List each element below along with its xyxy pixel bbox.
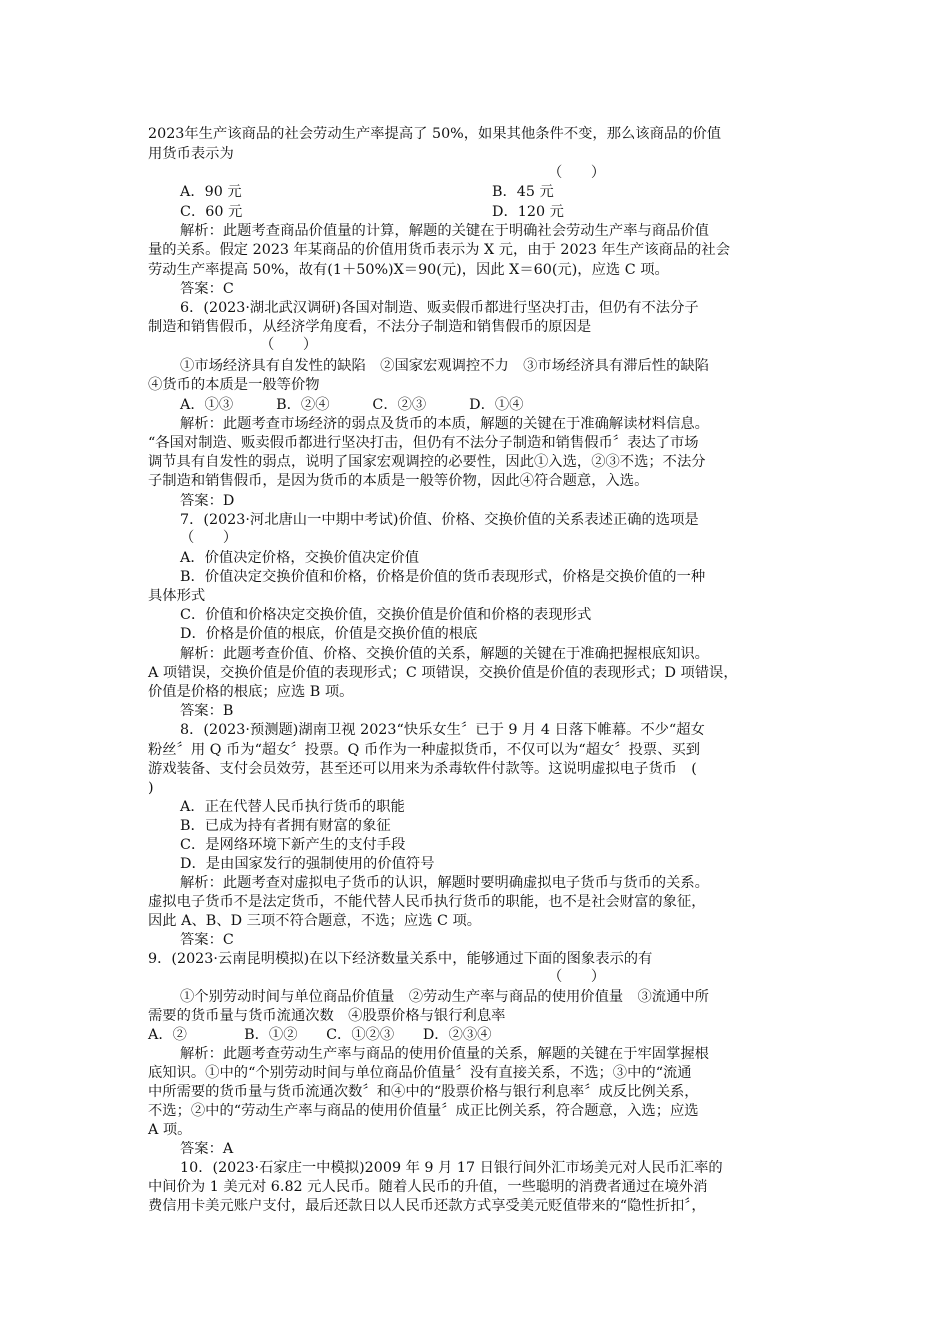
option-line: D．是由国家发行的强制使用的价值符号 [180,856,435,872]
option-line: B．价值决定交换价值和价格，价格是价值的货币表现形式，价格是交换价值的一种 [180,569,706,585]
analysis-line: 解析：此题考查商品价值量的计算，解题的关键在于明确社会劳动生产率与商品价值 [180,223,709,239]
answer-line: 答案：C [180,281,234,297]
analysis-line: 调节具有自发性的弱点，说明了国家宏观调控的必要性，因此①入选，②③不选；不法分 [148,454,706,470]
analysis-line: 中所需要的货币量与货币流通次数〞和④中的“股票价格与银行利息率〞成反比例关系， [148,1084,699,1100]
analysis-line: 量的关系。假定 2023 年某商品的价值用货币表示为 X 元，由于 2023 年生产该商品的社会 [148,242,731,258]
text-line: 用货币表示为 [148,146,234,162]
answer-blank: （ ） [260,337,318,353]
option-line: A．正在代替人民币执行货币的职能 [180,799,405,815]
question-6: 6．(2023·湖北武汉调研)各国对制造、贩卖假币都进行坚决打击，但仍有不法分子 [180,300,699,316]
text-line: 制造和销售假币，从经济学角度看，不法分子制造和销售假币的原因是 [148,319,592,335]
text-line: ①市场经济具有自发性的缺陷 ②国家宏观调控不力 ③市场经济具有滞后性的缺陷 [180,358,709,374]
answer-line: 答案：C [180,932,234,948]
analysis-line: 子制造和销售假币，是因为货币的本质是一般等价物，因此④符合题意，入选。 [148,473,649,489]
analysis-line: 虚拟电子货币不是法定货币，不能代替人民币执行货币的职能，也不是社会财富的象征， [148,894,706,910]
text-line: 游戏装备、支付会员效劳，甚至还可以用来为杀毒软件付款等。这说明虚拟电子货币 ( [148,761,697,777]
option-line: C．是网络环境下新产生的支付手段 [180,837,406,853]
answer-line: 答案：D [180,493,235,509]
text-line: 需要的货币量与货币流通次数 ④股票价格与银行利息率 [148,1008,506,1024]
answer-line: 答案：B [180,703,234,719]
analysis-line: 解析：此题考查市场经济的弱点及货币的本质，解题的关键在于准确解读材料信息。 [180,416,709,432]
text-line: 费信用卡美元账户支付，最后还款日以人民币还款方式享受美元贬值带来的“隐性折扣〞， [148,1198,706,1214]
text-line: ) [148,780,154,796]
question-7: 7．(2023·河北唐山一中期中考试)价值、价格、交换价值的关系表述正确的选项是 [180,512,699,528]
text-line: ④货币的本质是一般等价物 [148,377,320,393]
text-line: ①个别劳动时间与单位商品价值量 ②劳动生产率与商品的使用价值量 ③流通中所 [180,989,709,1005]
analysis-line: 不选；②中的“劳动生产率与商品的使用价值量〞成正比例关系，符合题意，入选；应选 [148,1103,699,1119]
analysis-line: 劳动生产率提高 50%，故有(1＋50%)X＝90(元)，因此 X＝60(元)，应选 C 项。 [148,262,669,278]
option-d: D．120 元 [492,204,564,220]
option-line: D．价格是价值的根底，价值是交换价值的根底 [180,626,478,642]
analysis-line: A 项错误，交换价值是价值的表现形式；C 项错误，交换价值是价值的表现形式；D 项错误， [148,665,738,681]
analysis-line: “各国对制造、贩卖假币都进行坚决打击，但仍有不法分子制造和销售假币〞表达了市场 [148,435,699,451]
option-line: A．价值决定价格，交换价值决定价值 [180,550,420,566]
option-line: C．价值和价格决定交换价值，交换价值是价值和价格的表现形式 [180,607,592,623]
answer-blank: （ ） [548,969,606,985]
question-9: 9．(2023·云南昆明模拟)在以下经济数量关系中，能够通过下面的图象表示的有 [148,951,653,967]
answer-line: 答案：A [180,1141,234,1157]
text-line: 中间价为 1 美元对 6.82 元人民币。随着人民币的升值，一些聪明的消费者通过在境外消 [148,1179,708,1195]
analysis-line: 底知识。①中的“个别劳动时间与单位商品价值量〞没有直接关系，不选；③中的“流通 [148,1065,692,1081]
option-b: B．45 元 [492,184,554,200]
analysis-line: 因此 A、B、D 三项不符合题意，不选；应选 C 项。 [148,913,482,929]
options-line: A．①③ B．②④ C．②③ D．①④ [180,397,524,413]
option-line: 具体形式 [148,588,206,604]
analysis-line: 解析：此题考查价值、价格、交换价值的关系，解题的关键在于准确把握根底知识。 [180,646,709,662]
text-line: 2023年生产该商品的社会劳动生产率提高了 50%，如果其他条件不变，那么该商品的价值 [148,126,722,142]
analysis-line: 价值是价格的根底；应选 B 项。 [148,684,354,700]
analysis-line: 解析：此题考查劳动生产率与商品的使用价值量的关系，解题的关键在于牢固掌握根 [180,1046,709,1062]
question-8: 8．(2023·预测题)湖南卫视 2023“快乐女生〞已于 9 月 4 日落下帷幕。不少“超女 [180,722,705,738]
analysis-line: 解析：此题考查对虚拟电子货币的认识，解题时要明确虚拟电子货币与货币的关系。 [180,875,709,891]
text-line: 粉丝〞用 Q 币为“超女〞投票。Q 币作为一种虚拟货币，不仅可以为“超女〞投票、买到 [148,742,701,758]
answer-blank: （ ） [180,530,238,546]
question-10: 10．(2023·石家庄一中模拟)2009 年 9 月 17 日银行间外汇市场美元对人民币汇率的 [180,1160,723,1176]
answer-blank: （ ） [548,165,606,181]
analysis-line: A 项。 [148,1122,192,1138]
option-a: A．90 元 [180,184,242,200]
option-line: B．已成为持有者拥有财富的象征 [180,818,391,834]
option-c: C．60 元 [180,204,243,220]
options-line: A．② B．①② C．①②③ D．②③④ [148,1027,492,1043]
